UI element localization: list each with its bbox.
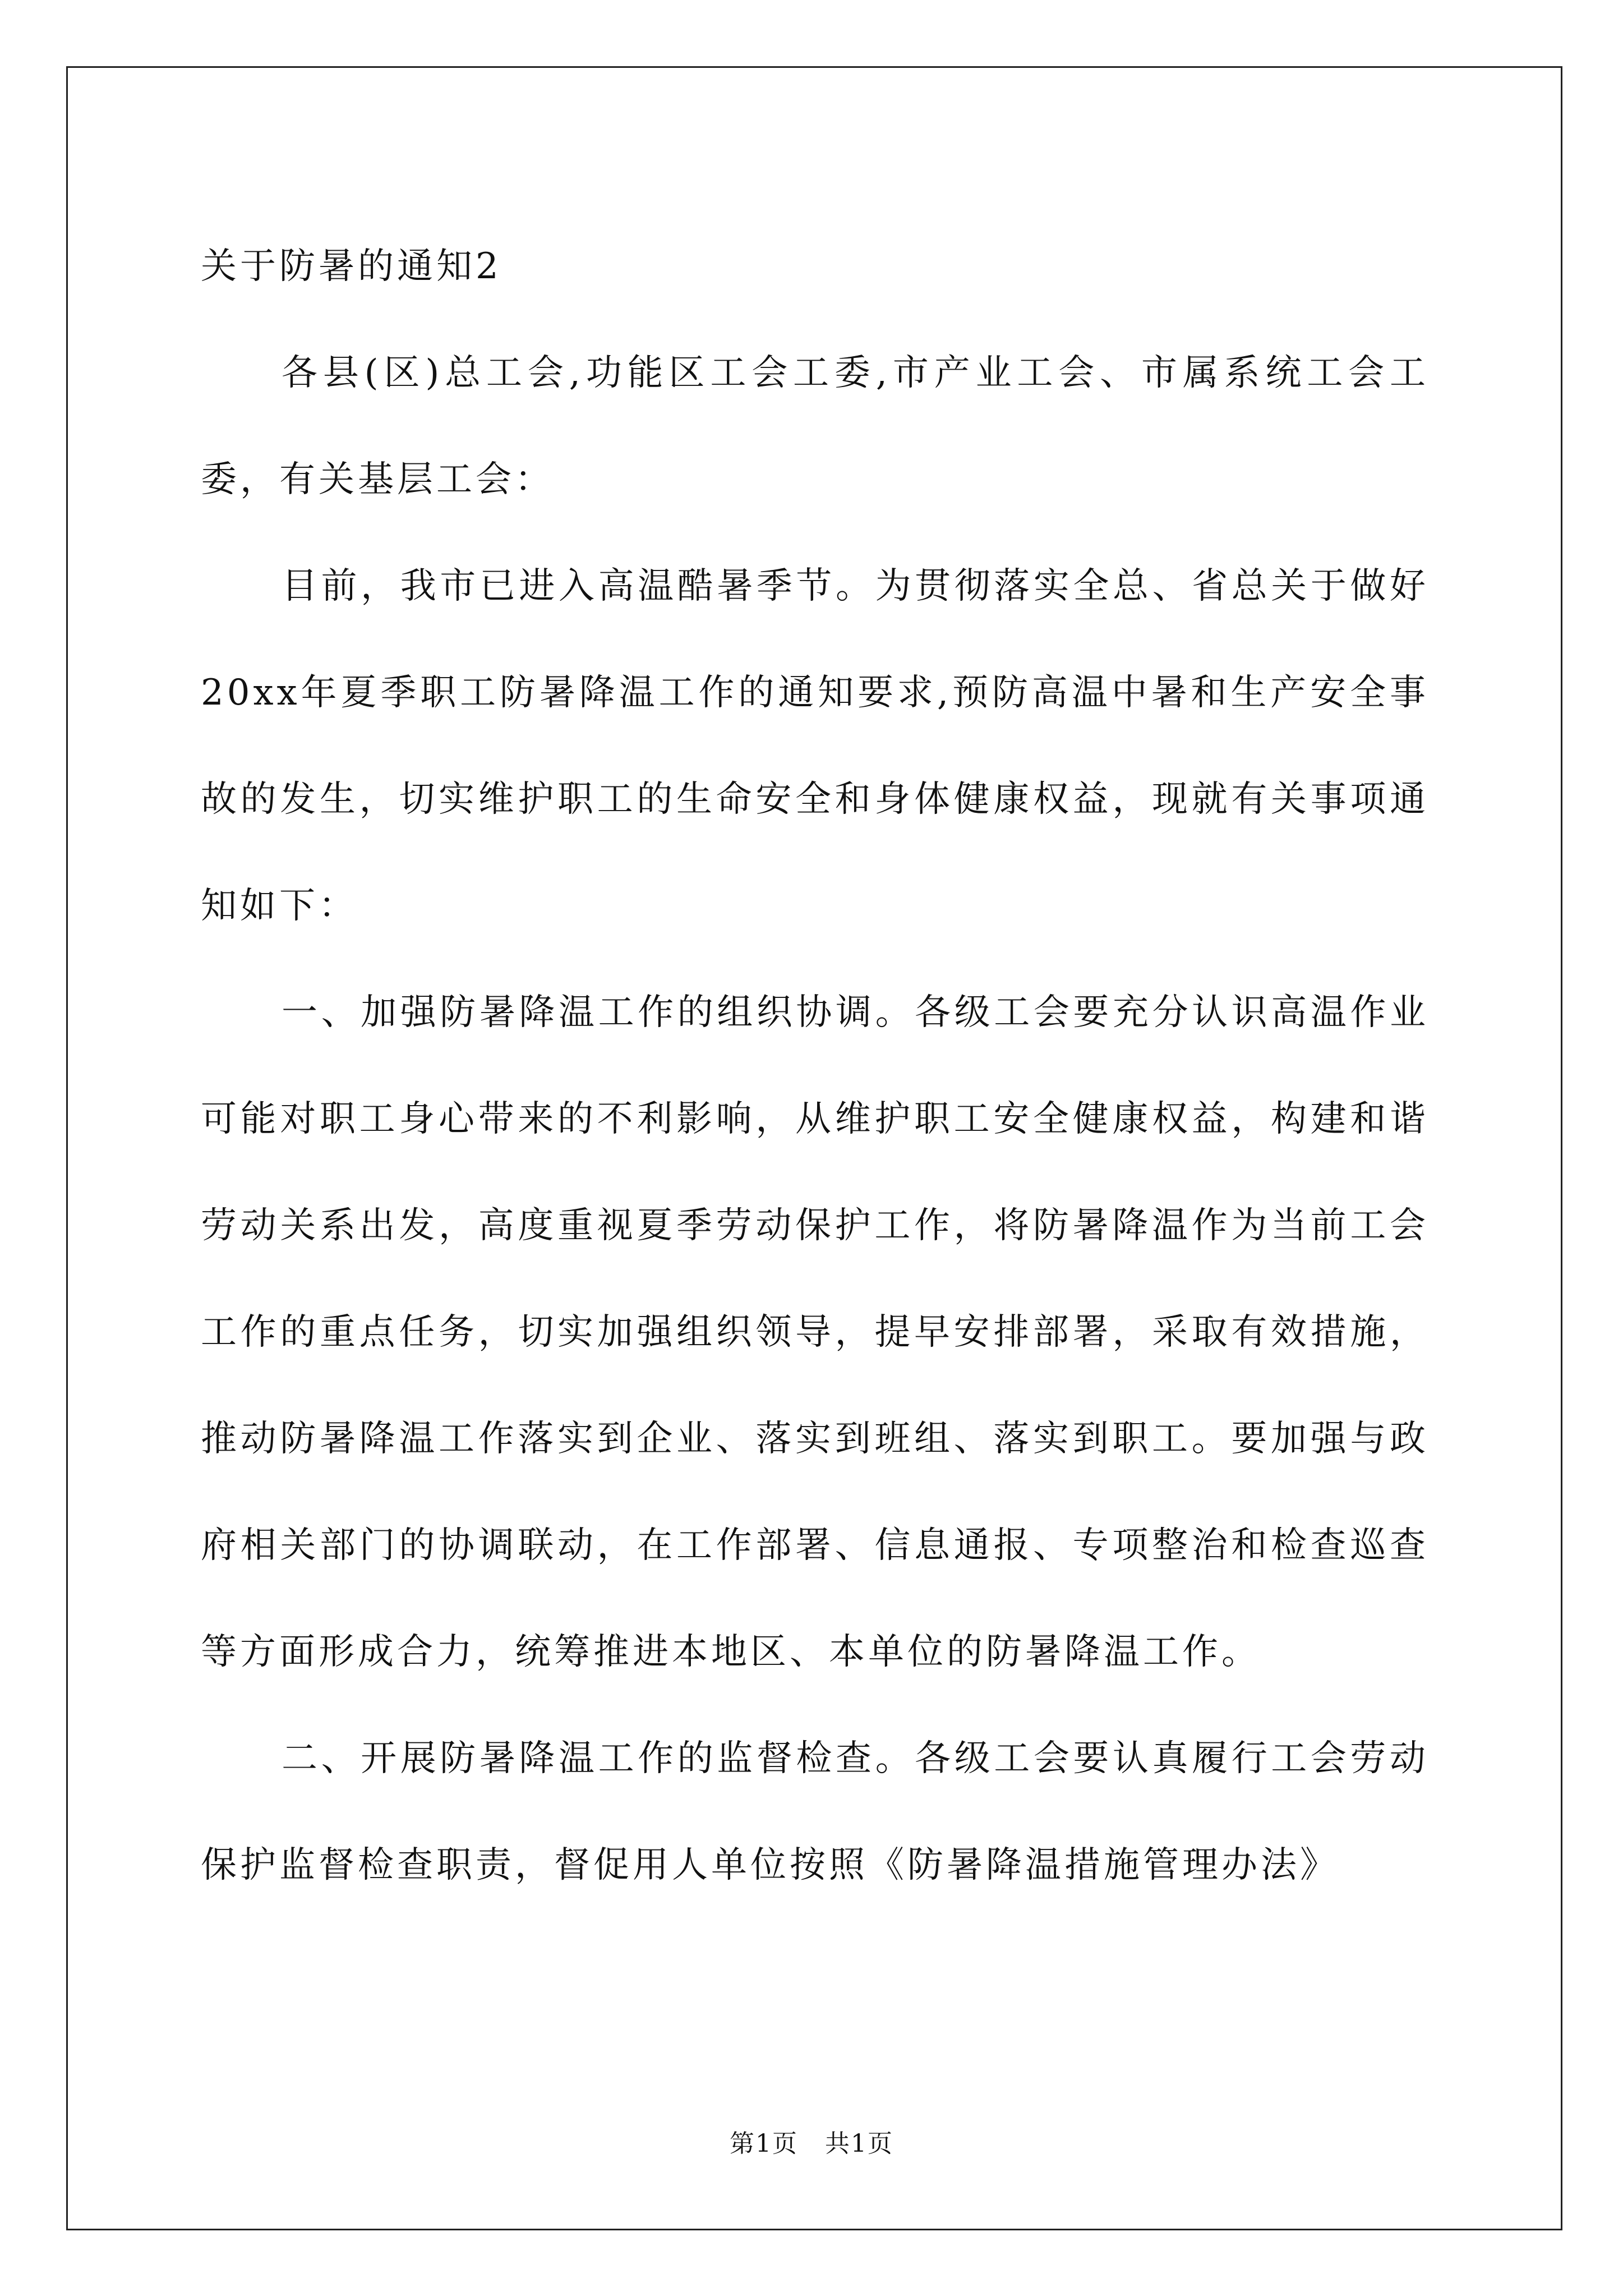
document-title: 关于防暑的通知2	[201, 246, 502, 287]
paragraph-addressees: 各县(区)总工会,功能区工会工委,市产业工会、市属系统工会工委，有关基层工会：	[201, 352, 1429, 500]
document-body	[201, 213, 1429, 1918]
paragraph-intro: 目前，我市已进入高温酷暑季节。为贯彻落实全总、省总关于做好20xx年夏季职工防暑降温工作的通知要求,预防高温中暑和生产安全事故的发生，切实维护职工的生命安全和身体健康权益，现就有关事项通知如下：	[201, 565, 1429, 927]
paragraph-section-1: 一、加强防暑降温工作的组织协调。各级工会要充分认识高温作业可能对职工身心带来的不利影响，从维护职工安全健康权益，构建和谐劳动关系出发，高度重视夏季劳动保护工作，将防暑降温作为当前工会工作的重点任务，切实加强组织领导，提早安排部署，采取有效措施，推动防暑降温工作落实到企业、落实到班组、落实到职工。要加强与政府相关部门的协调联动，在工作部署、信息通报、专项整治和检查巡查等方面形成合力，统筹推进本地区、本单位的防暑降温工作。	[201, 992, 1429, 1673]
page-number-current: 第1页	[730, 2129, 798, 2158]
page-number-total: 共1页	[825, 2129, 893, 2158]
paragraph-section-2: 二、开展防暑降温工作的监督检查。各级工会要认真履行工会劳动保护监督检查职责，督促用人单位按照《防暑降温措施管理办法》	[201, 1738, 1429, 1886]
page-footer	[0, 2123, 1623, 2159]
